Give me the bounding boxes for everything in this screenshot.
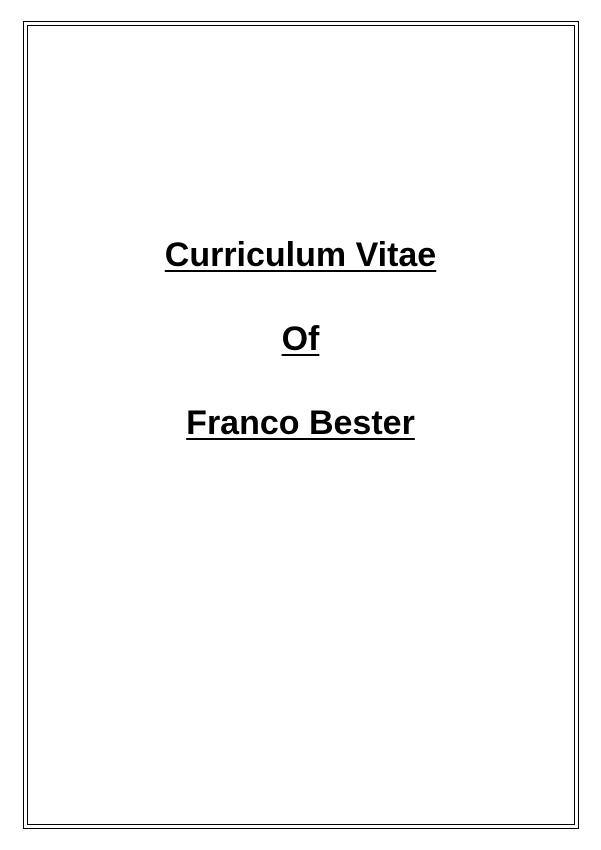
document-title: Curriculum Vitae <box>164 236 437 274</box>
person-name: Franco Bester <box>186 404 415 442</box>
title-connector: Of <box>281 320 320 358</box>
